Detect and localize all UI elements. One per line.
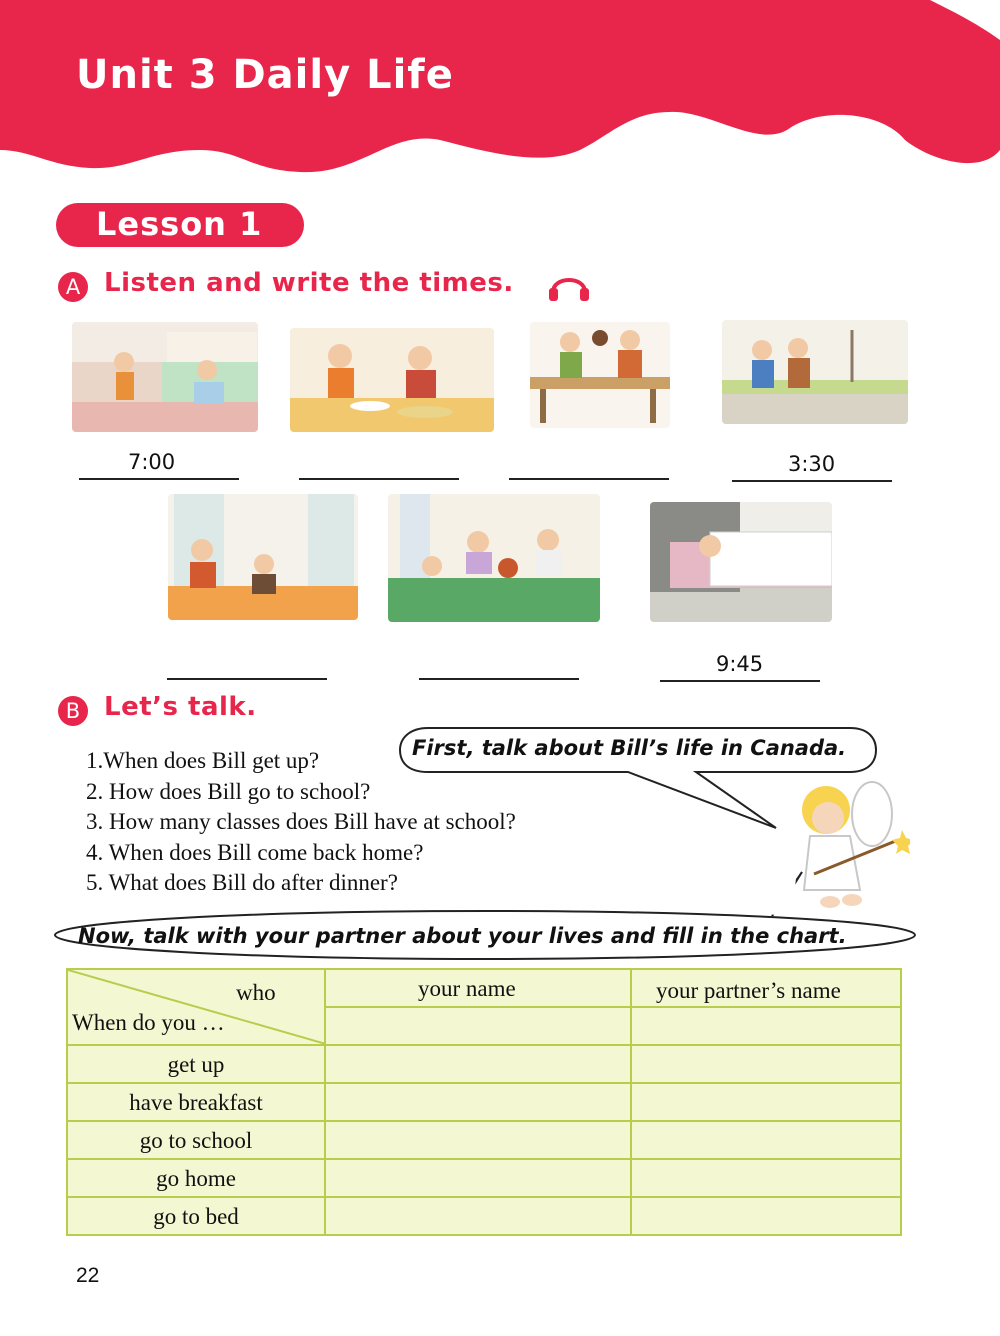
time-line-7[interactable] — [660, 680, 820, 682]
headphones-icon[interactable] — [548, 268, 590, 307]
section-a-badge: A — [58, 272, 88, 302]
fill-in-chart — [66, 968, 902, 1236]
unit-title: Unit 3 Daily Life — [76, 52, 454, 98]
column-header-partner-name: your partner’s name — [656, 978, 841, 1003]
waking-up-picture — [72, 322, 258, 432]
speech-bubble-top-text: First, talk about Bill’s life in Canada. — [412, 736, 847, 760]
row-label-go-home: go home — [156, 1166, 236, 1191]
section-a-title: Listen and write the times. — [104, 268, 514, 298]
time-line-4[interactable] — [732, 480, 892, 482]
breakfast-picture — [290, 328, 494, 432]
time-value-1: 7:00 — [128, 450, 176, 474]
homework-picture — [168, 494, 358, 620]
row-label-have-breakfast: have breakfast — [129, 1090, 263, 1115]
page-number: 22 — [76, 1264, 100, 1287]
corner-when-label: When do you … — [72, 1010, 225, 1035]
question-5: 5. What does Bill do after dinner? — [86, 870, 398, 895]
corner-who-label: who — [236, 980, 276, 1005]
time-line-1[interactable] — [79, 478, 239, 480]
row-label-go-to-school: go to school — [139, 1128, 253, 1153]
chart-col-divider-1 — [324, 970, 326, 1234]
family-dinner-picture — [388, 494, 600, 622]
section-b-title: Let’s talk. — [104, 692, 257, 722]
walking-home-picture — [722, 320, 908, 424]
question-1: 1.When does Bill get up? — [86, 748, 320, 773]
chart-col-divider-2 — [630, 970, 632, 1234]
section-b-badge: B — [58, 696, 88, 726]
speech-bubble-bottom — [52, 868, 922, 967]
chart-row-divider-3 — [68, 1158, 900, 1160]
time-value-4: 3:30 — [788, 452, 836, 476]
chart-row-divider-4 — [68, 1196, 900, 1198]
lesson-label: Lesson 1 — [96, 205, 263, 243]
time-line-5[interactable] — [167, 678, 327, 680]
column-header-your-name: your name — [418, 976, 516, 1001]
going-to-bed-picture — [650, 502, 832, 622]
time-line-6[interactable] — [419, 678, 579, 680]
chart-row-divider-1 — [68, 1082, 900, 1084]
speech-bubble-bottom-text: Now, talk with your partner about your lives and fill in the chart. — [78, 924, 847, 948]
time-value-7: 9:45 — [716, 652, 764, 676]
row-label-get-up: get up — [167, 1052, 225, 1077]
time-line-2[interactable] — [299, 478, 459, 480]
chart-header-divider — [324, 1006, 900, 1008]
classroom-picture — [530, 322, 670, 428]
chart-row-divider-2 — [68, 1120, 900, 1122]
question-3: 3. How many classes does Bill have at school? — [86, 809, 516, 834]
chart-row-divider-0 — [68, 1044, 900, 1046]
question-2: 2. How does Bill go to school? — [86, 778, 371, 804]
header-banner — [0, 0, 1000, 190]
time-line-3[interactable] — [509, 478, 669, 480]
question-4: 4. When does Bill come back home? — [86, 839, 424, 865]
row-label-go-to-bed: go to bed — [153, 1204, 239, 1229]
